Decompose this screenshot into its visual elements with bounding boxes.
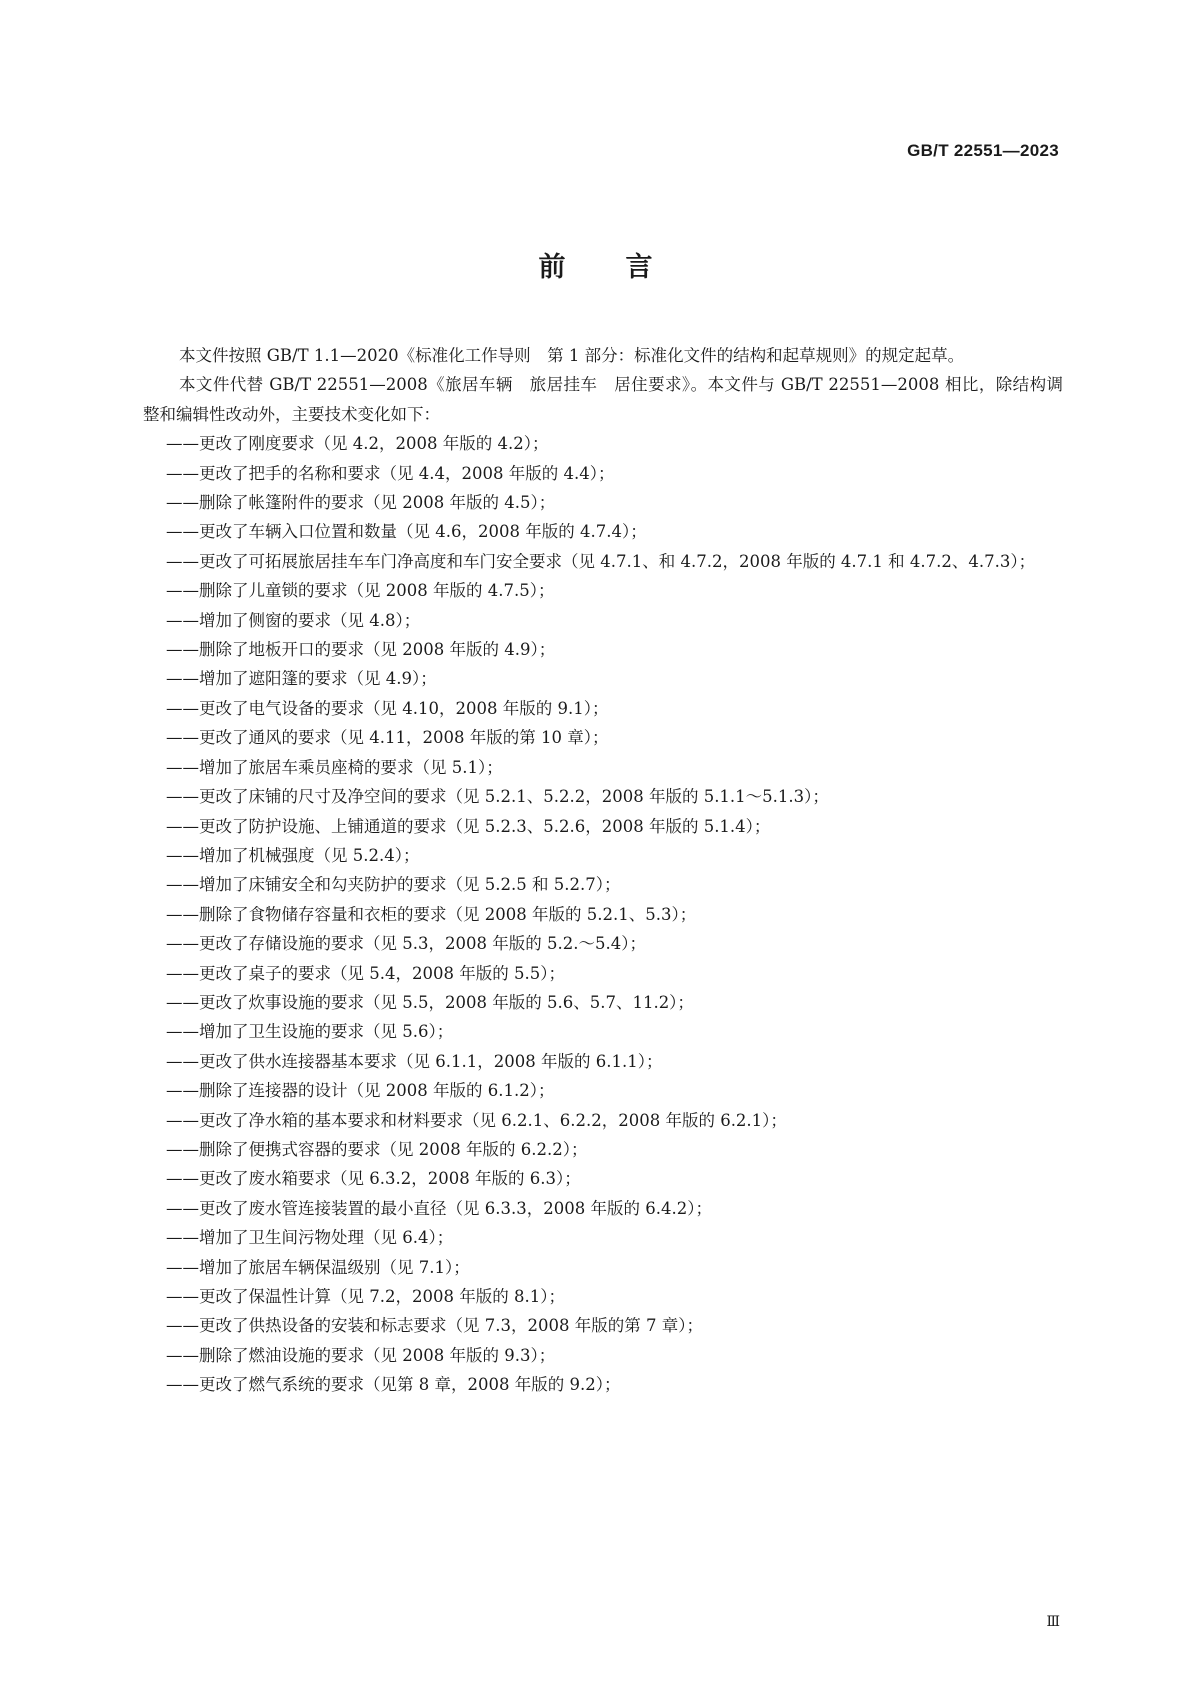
change-item: ——删除了儿童锁的要求（见 2008 年版的 4.7.5）； [166,581,555,601]
change-item: ——增加了遮阳篷的要求（见 4.9）； [166,669,437,689]
change-item: ——增加了床铺安全和勾夹防护的要求（见 5.2.5 和 5.2.7）； [166,875,621,895]
page-number: Ⅲ [1046,1614,1060,1630]
change-item: ——删除了地板开口的要求（见 2008 年版的 4.9）； [166,640,556,660]
change-item: ——更改了桌子的要求（见 5.4，2008 年版的 5.5）； [166,963,565,983]
change-item: ——更改了净水箱的基本要求和材料要求（见 6.2.1、6.2.2，2008 年版的 6.2.1）； [166,1110,787,1130]
title-char-2: 言 [625,252,653,283]
change-item: ——更改了废水箱要求（见 6.3.2，2008 年版的 6.3）； [166,1169,581,1189]
change-item: ——删除了燃油设施的要求（见 2008 年版的 9.3）； [166,1345,556,1365]
change-item: ——删除了便携式容器的要求（见 2008 年版的 6.2.2）； [166,1139,588,1159]
change-item: ——增加了旅居车乘员座椅的要求（见 5.1）； [166,757,503,777]
change-item: ——增加了侧窗的要求（见 4.8）； [166,610,421,630]
page-title [0,245,1191,284]
foreword-body [143,341,1063,1400]
change-item: ——更改了存储设施的要求（见 5.3，2008 年版的 5.2.～5.4）； [166,934,646,954]
change-item: ——增加了旅居车辆保温级别（见 7.1）； [166,1257,470,1277]
change-item: ——更改了废水管连接装置的最小直径（见 6.3.3，2008 年版的 6.4.2）； [166,1198,712,1218]
change-item: ——更改了刚度要求（见 4.2，2008 年版的 4.2）； [166,434,549,454]
change-item: ——更改了通风的要求（见 4.11，2008 年版的第 10 章）； [166,728,609,748]
change-item: ——更改了把手的名称和要求（见 4.4，2008 年版的 4.4）； [166,463,615,483]
change-item: ——删除了食物储存容量和衣柜的要求（见 2008 年版的 5.2.1、5.3）； [166,904,697,924]
change-item: ——更改了床铺的尺寸及净空间的要求（见 5.2.1、5.2.2，2008 年版的 5.1.1～5.1.3）； [166,787,829,807]
paragraph: 本文件代替 GB/T 22551—2008《旅居车辆 旅居挂车 居住要求》。本文件与 GB/T 22551—2008 相比，除结构调整和编辑性改动外，主要技术变化如下： [143,375,1063,424]
change-item: ——更改了可拓展旅居挂车车门净高度和车门安全要求（见 4.7.1、和 4.7.2，2008 年版的 4.7.1 和 4.7.2、4.7.3）； [166,551,1036,571]
change-item: ——更改了供水连接器基本要求（见 6.1.1，2008 年版的 6.1.1）； [166,1051,663,1071]
change-item: ——增加了卫生间污物处理（见 6.4）； [166,1228,454,1248]
change-item: ——更改了防护设施、上铺通道的要求（见 5.2.3、5.2.6，2008 年版的 5.1.4）； [166,816,771,836]
paragraph: 本文件按照 GB/T 1.1—2020《标准化工作导则 第 1 部分：标准化文件的结构和起草规则》的规定起草。 [179,346,965,365]
change-item: ——增加了机械强度（见 5.2.4）； [166,845,420,865]
change-item: ——更改了保温性计算（见 7.2，2008 年版的 8.1）； [166,1287,565,1306]
change-item: ——删除了帐篷附件的要求（见 2008 年版的 4.5）； [166,493,556,513]
change-item: ——增加了卫生设施的要求（见 5.6）； [166,1022,454,1042]
change-item: ——更改了电气设备的要求（见 4.10，2008 年版的 9.1）； [166,698,609,718]
change-item: ——更改了供热设备的安装和标志要求（见 7.3，2008 年版的第 7 章）； [166,1316,703,1336]
title-char-1: 前 [538,252,566,283]
change-item: ——更改了燃气系统的要求（见第 8 章，2008 年版的 9.2）； [166,1375,621,1395]
change-item: ——更改了车辆入口位置和数量（见 4.6，2008 年版的 4.7.4）； [166,522,647,542]
change-item: ——更改了炊事设施的要求（见 5.5，2008 年版的 5.6、5.7、11.2）； [166,992,694,1012]
changes-list [143,429,1063,1399]
change-item: ——删除了连接器的设计（见 2008 年版的 6.1.2）； [166,1081,555,1101]
standard-code: GB/T 22551—2023 [907,141,1059,160]
